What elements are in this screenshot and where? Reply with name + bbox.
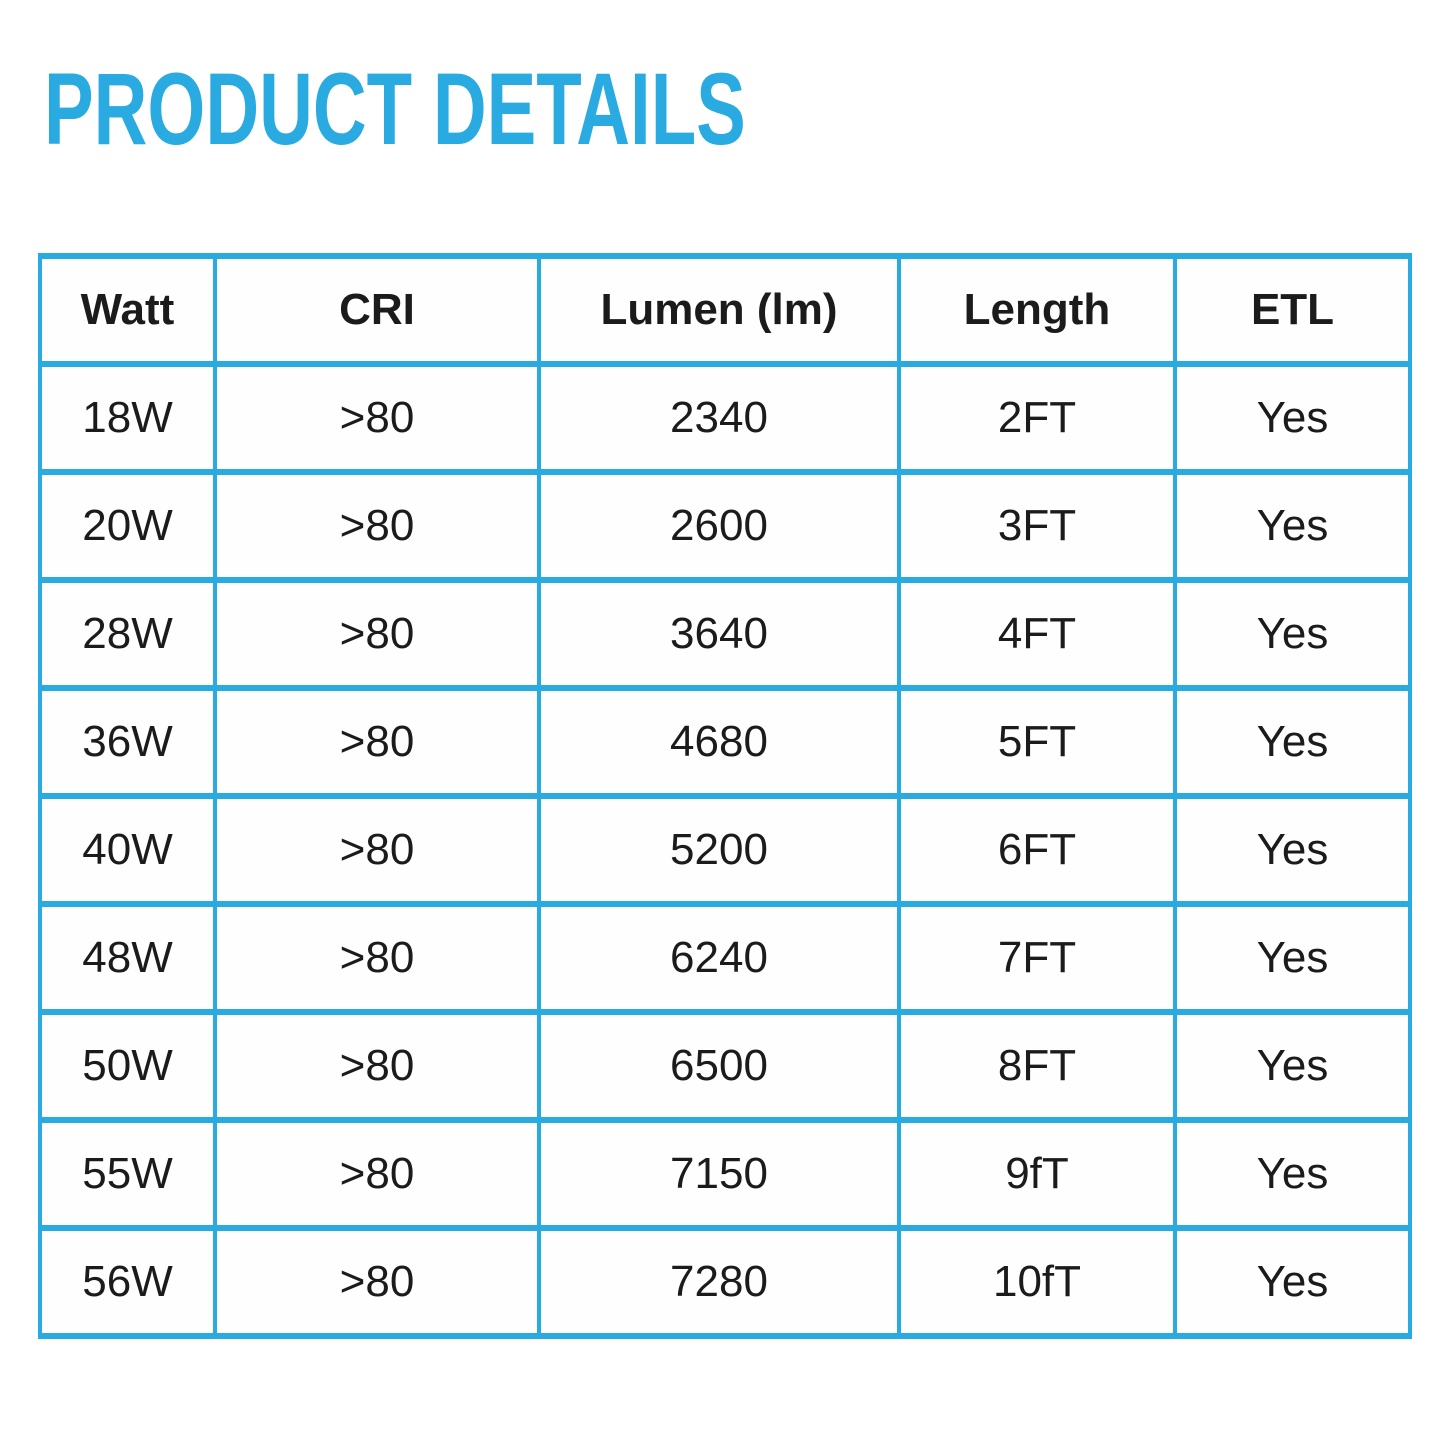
- cell-etl: Yes: [1175, 1012, 1410, 1120]
- cell-lumen: 2340: [539, 364, 899, 472]
- cell-etl: Yes: [1175, 364, 1410, 472]
- table-row: [40, 580, 1410, 688]
- cell-etl: Yes: [1175, 796, 1410, 904]
- cell-watt: 18W: [40, 364, 215, 472]
- cell-length: 9fT: [899, 1120, 1175, 1228]
- cell-cri: >80: [215, 1120, 539, 1228]
- cell-lumen: 4680: [539, 688, 899, 796]
- cell-cri: >80: [215, 364, 539, 472]
- cell-watt: 20W: [40, 472, 215, 580]
- cell-cri: >80: [215, 688, 539, 796]
- col-header-cri: CRI: [215, 256, 539, 364]
- cell-length: 3FT: [899, 472, 1175, 580]
- cell-length: 7FT: [899, 904, 1175, 1012]
- cell-etl: Yes: [1175, 904, 1410, 1012]
- cell-cri: >80: [215, 1228, 539, 1336]
- cell-length: 6FT: [899, 796, 1175, 904]
- cell-lumen: 2600: [539, 472, 899, 580]
- table-row: [40, 1228, 1410, 1336]
- cell-lumen: 7150: [539, 1120, 899, 1228]
- cell-length: 10fT: [899, 1228, 1175, 1336]
- table-row: [40, 472, 1410, 580]
- cell-lumen: 6500: [539, 1012, 899, 1120]
- product-spec-table: [38, 253, 1412, 1339]
- cell-etl: Yes: [1175, 1120, 1410, 1228]
- table-row: [40, 904, 1410, 1012]
- cell-length: 2FT: [899, 364, 1175, 472]
- cell-watt: 40W: [40, 796, 215, 904]
- cell-cri: >80: [215, 796, 539, 904]
- cell-lumen: 6240: [539, 904, 899, 1012]
- cell-lumen: 5200: [539, 796, 899, 904]
- cell-watt: 56W: [40, 1228, 215, 1336]
- table-header-row: [40, 256, 1410, 364]
- cell-etl: Yes: [1175, 688, 1410, 796]
- cell-etl: Yes: [1175, 580, 1410, 688]
- cell-length: 8FT: [899, 1012, 1175, 1120]
- cell-etl: Yes: [1175, 1228, 1410, 1336]
- cell-length: 4FT: [899, 580, 1175, 688]
- cell-cri: >80: [215, 904, 539, 1012]
- table-row: [40, 688, 1410, 796]
- col-header-etl: ETL: [1175, 256, 1410, 364]
- col-header-watt: Watt: [40, 256, 215, 364]
- cell-watt: 28W: [40, 580, 215, 688]
- cell-cri: >80: [215, 1012, 539, 1120]
- cell-watt: 50W: [40, 1012, 215, 1120]
- cell-watt: 48W: [40, 904, 215, 1012]
- page-title: PRODUCT DETAILS: [44, 52, 746, 166]
- cell-cri: >80: [215, 472, 539, 580]
- table-row: [40, 796, 1410, 904]
- cell-watt: 36W: [40, 688, 215, 796]
- cell-lumen: 3640: [539, 580, 899, 688]
- table-row: [40, 1012, 1410, 1120]
- cell-lumen: 7280: [539, 1228, 899, 1336]
- col-header-lumen: Lumen (lm): [539, 256, 899, 364]
- table-row: [40, 364, 1410, 472]
- cell-etl: Yes: [1175, 472, 1410, 580]
- cell-watt: 55W: [40, 1120, 215, 1228]
- cell-length: 5FT: [899, 688, 1175, 796]
- table-row: [40, 1120, 1410, 1228]
- col-header-length: Length: [899, 256, 1175, 364]
- cell-cri: >80: [215, 580, 539, 688]
